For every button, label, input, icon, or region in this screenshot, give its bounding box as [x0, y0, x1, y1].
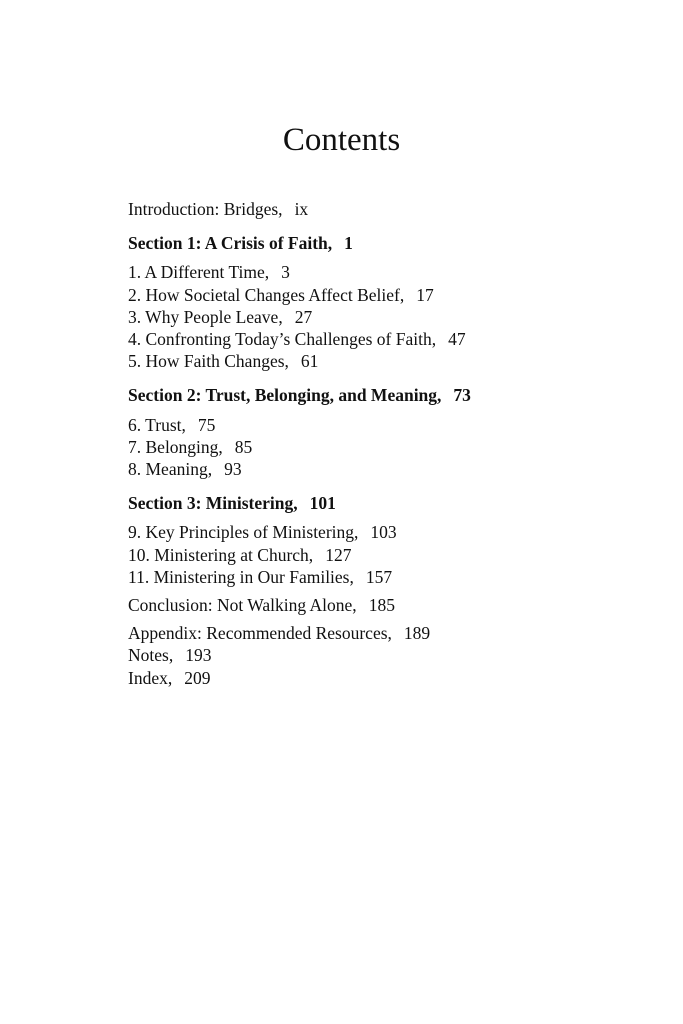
section-heading-label: Section 2: Trust, Belonging, and Meaning,: [128, 385, 442, 406]
toc-entry-label: 1. A Different Time,: [128, 262, 270, 283]
toc-entry-page: 93: [224, 459, 242, 480]
toc-entry-label: Appendix: Recommended Resources,: [128, 623, 392, 644]
section-heading-3: [128, 492, 648, 514]
toc-entry-chapter-8: [128, 458, 648, 480]
toc-entry-page: 85: [234, 436, 253, 457]
toc-entry-label: 6. Trust,: [128, 414, 186, 435]
toc-entry-page: ix: [294, 199, 309, 219]
toc-entry-chapter-3: [128, 306, 648, 328]
toc-entry-page: 75: [197, 414, 216, 435]
toc-entry-label: 7. Belonging,: [128, 436, 223, 457]
toc-entry-appendix: [128, 622, 648, 644]
section-heading-label: Section 1: A Crisis of Faith,: [128, 233, 333, 254]
section-heading-1: [128, 232, 648, 254]
toc-entry-page: 3: [281, 262, 290, 283]
toc-entry-page: 209: [184, 667, 211, 688]
toc-entry-label: Introduction: Bridges,: [128, 199, 283, 219]
toc-entry-page: 17: [416, 284, 434, 305]
toc-entry-chapter-10: [128, 544, 648, 566]
toc-entry-label: 2. How Societal Changes Affect Belief,: [128, 284, 405, 305]
toc-entry-label: Conclusion: Not Walking Alone,: [128, 595, 357, 616]
toc-entry-page: 189: [403, 623, 431, 644]
toc-entry-index: [128, 667, 648, 689]
table-of-contents: [128, 198, 648, 689]
page-title: Contents: [282, 122, 401, 158]
toc-entry-label: 11. Ministering in Our Families,: [128, 566, 354, 587]
toc-entry-page: 27: [294, 306, 313, 327]
toc-entry-page: 127: [325, 544, 352, 565]
section-heading-label: Section 3: Ministering,: [128, 493, 298, 514]
toc-entry-page: 61: [300, 351, 319, 372]
section-heading-2: [128, 384, 648, 406]
section-heading-page: 1: [344, 233, 353, 254]
toc-entry-chapter-6: [128, 414, 648, 436]
toc-entry-label: 9. Key Principles of Ministering,: [128, 522, 359, 543]
toc-entry-chapter-9: [128, 521, 648, 543]
toc-entry-notes: [128, 644, 648, 666]
toc-entry-conclusion: [128, 594, 648, 616]
toc-entry-label: Index,: [128, 667, 173, 688]
toc-entry-page: 193: [185, 645, 212, 666]
toc-entry-page: 185: [368, 595, 395, 616]
toc-entry-chapter-5: [128, 350, 648, 372]
toc-entry-page: 103: [370, 522, 397, 543]
toc-entry-label: 5. How Faith Changes,: [128, 351, 289, 372]
toc-entry-label: Notes,: [128, 645, 174, 666]
toc-entry-label: 4. Confronting Today’s Challenges of Faith,: [128, 329, 437, 350]
toc-entry-label: 10. Ministering at Church,: [128, 544, 314, 565]
toc-entry-page: 157: [365, 566, 393, 587]
toc-entry-label: 3. Why People Leave,: [128, 306, 283, 327]
toc-entry-page: 47: [448, 329, 466, 350]
section-heading-page: 101: [309, 493, 336, 514]
toc-entry-chapter-4: [128, 328, 648, 350]
toc-entry-chapter-2: [128, 284, 648, 306]
toc-entry-chapter-1: [128, 261, 648, 283]
toc-entry-chapter-7: [128, 436, 648, 458]
toc-entry-chapter-11: [128, 566, 648, 588]
toc-entry-introduction: [128, 198, 648, 220]
toc-entry-label: 8. Meaning,: [128, 459, 213, 480]
section-heading-page: 73: [453, 385, 471, 406]
